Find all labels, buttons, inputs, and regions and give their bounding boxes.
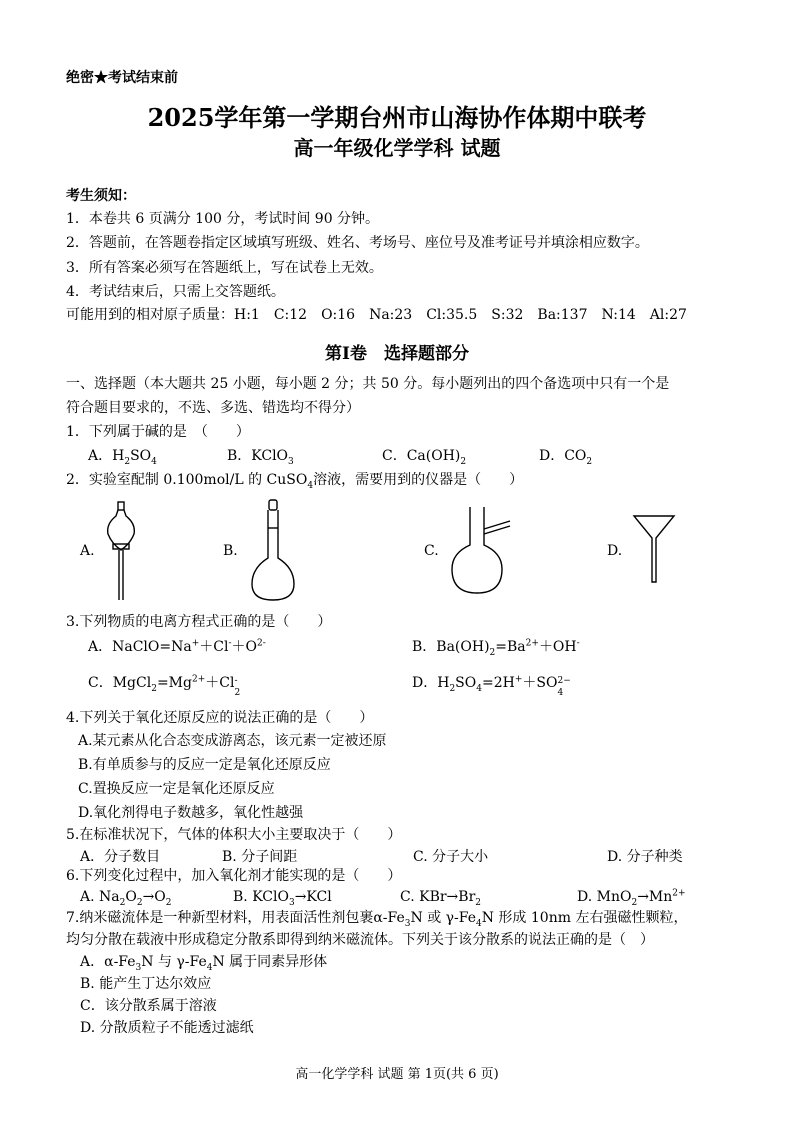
q7-stem-line2: 均匀分散在载液中形成稳定分散系即得到纳米磁流体。下列关于该分散系的说法正确的是（ ） bbox=[66, 932, 654, 948]
q2-label-b: B. bbox=[223, 543, 238, 559]
q3-option-c: C．$MgCl_2=Mg^{2+}+Cl$ - 2 bbox=[88, 674, 241, 698]
q6-option-a: A. $Na_2O_2\to O_2$ bbox=[80, 889, 172, 908]
funnel-image bbox=[632, 512, 676, 584]
page-footer: 高一化学学科 试题 第 1页(共 6 页) bbox=[295, 1067, 499, 1082]
section-instruction: 符合题目要求的，不选、多选、错选均不得分） bbox=[66, 400, 360, 416]
q1-option-c: C．$Ca(OH)_2$ bbox=[382, 448, 467, 467]
notice-item: 3．所有答案必须写在答题纸上，写在试卷上无效。 bbox=[66, 260, 383, 276]
q5-option-b: B. 分子间距 bbox=[222, 849, 298, 865]
q7-option-d: D. 分散质粒子不能透过滤纸 bbox=[80, 1020, 254, 1036]
q3-option-d: D．$H_2SO_4=2H^++SO$ 2− 4 bbox=[412, 674, 571, 698]
q1-option-b: B．KClO$_3$ bbox=[227, 448, 294, 467]
volumetric-flask-image bbox=[248, 498, 298, 602]
q5-stem: 5.在标准状况下，气体的体积大小主要取决于（ ） bbox=[66, 827, 402, 843]
q4-option-c: C.置换反应一定是氧化还原反应 bbox=[78, 781, 275, 797]
q4-option-a: A.某元素从化合态变成游离态，该元素一定被还原 bbox=[78, 733, 387, 749]
exam-title: 2025学年第一学期台州市山海协作体期中联考 bbox=[147, 103, 647, 132]
q6-option-b: B. KClO$_3$→KCl bbox=[233, 889, 332, 908]
q4-option-b: B.有单质参与的反应一定是氧化还原反应 bbox=[78, 757, 331, 773]
q3-option-a: A．$NaClO=Na^++Cl^-+O^{2-}$ bbox=[88, 638, 266, 655]
notice-item: 2．答题前，在答题卷指定区域填写班级、姓名、考场号、座位号及准考证号并填涂相应数字。 bbox=[66, 235, 649, 251]
q2-label-a: A. bbox=[80, 543, 95, 559]
q7-option-c: C．该分散系属于溶液 bbox=[80, 998, 217, 1014]
q2-label-c: C. bbox=[424, 543, 439, 559]
section-title: 第Ⅰ卷 选择题部分 bbox=[325, 344, 469, 364]
q1-stem: 1．下列属于碱的是 （ ） bbox=[66, 424, 250, 440]
q1-option-a: A．$H_2SO_4$ bbox=[88, 448, 157, 467]
exam-subtitle: 高一年级化学学科 试题 bbox=[293, 136, 501, 160]
q7-stem: 7.纳米磁流体是一种新型材料，用表面活性剂包裹$\alpha-Fe_3N$ 或 $\gamma-Fe_4N$ 形成 10nm 左右强磁性颗粒， bbox=[66, 910, 688, 929]
q5-option-d: D. 分子种类 bbox=[607, 849, 683, 865]
q3-stem: 3.下列物质的电离方程式正确的是（ ） bbox=[66, 614, 332, 630]
q2-stem: 2．实验室配制 0.100mol/L 的 CuSO$_4$溶液，需要用到的仪器是（ ） bbox=[66, 472, 524, 491]
q2-label-d: D. bbox=[607, 543, 623, 559]
q4-option-d: D.氧化剂得电子数越多，氧化性越强 bbox=[78, 805, 304, 821]
q7-option-b: B. 能产生丁达尔效应 bbox=[80, 976, 212, 992]
q3-option-b: B．$Ba(OH)_2=Ba^{2+}+OH^-$ bbox=[412, 638, 580, 658]
confidential-label: 绝密★考试结束前 bbox=[66, 70, 178, 86]
q6-option-d: D. $MnO_2\to Mn^{2+}$ bbox=[577, 888, 686, 908]
q4-stem: 4.下列关于氧化还原反应的说法正确的是（ ） bbox=[66, 710, 374, 726]
q5-option-a: A．分子数目 bbox=[80, 849, 161, 865]
notice-heading: 考生须知： bbox=[66, 188, 136, 204]
distillation-flask-image bbox=[450, 505, 512, 595]
separatory-funnel-image bbox=[100, 500, 144, 602]
section-instruction: 一、选择题（本大题共 25 小题，每小题 2 分；共 50 分。每小题列出的四个备选项中只有一个是 bbox=[66, 376, 670, 392]
q6-option-c: C. $KBr\to Br_2$ bbox=[400, 889, 481, 908]
notice-item: 4．考试结束后，只需上交答题纸。 bbox=[66, 284, 285, 300]
q7-option-a: A．$\alpha-Fe_3N$ 与 $\gamma-Fe_4N$ 属于同素异形体 bbox=[80, 954, 328, 973]
q6-stem: 6.下列变化过程中，加入氧化剂才能实现的是（ ） bbox=[66, 868, 402, 884]
notice-item: 1．本卷共 6 页满分 100 分，考试时间 90 分钟。 bbox=[66, 211, 380, 227]
q5-option-c: C. 分子大小 bbox=[413, 849, 489, 865]
q1-option-d: D．$CO_2$ bbox=[539, 448, 593, 467]
atomic-masses: 可能用到的相对原子质量：H:1 C:12 O:16 Na:23 Cl:35.5 S:32 Ba:137 N:14 Al:27 bbox=[66, 307, 687, 323]
